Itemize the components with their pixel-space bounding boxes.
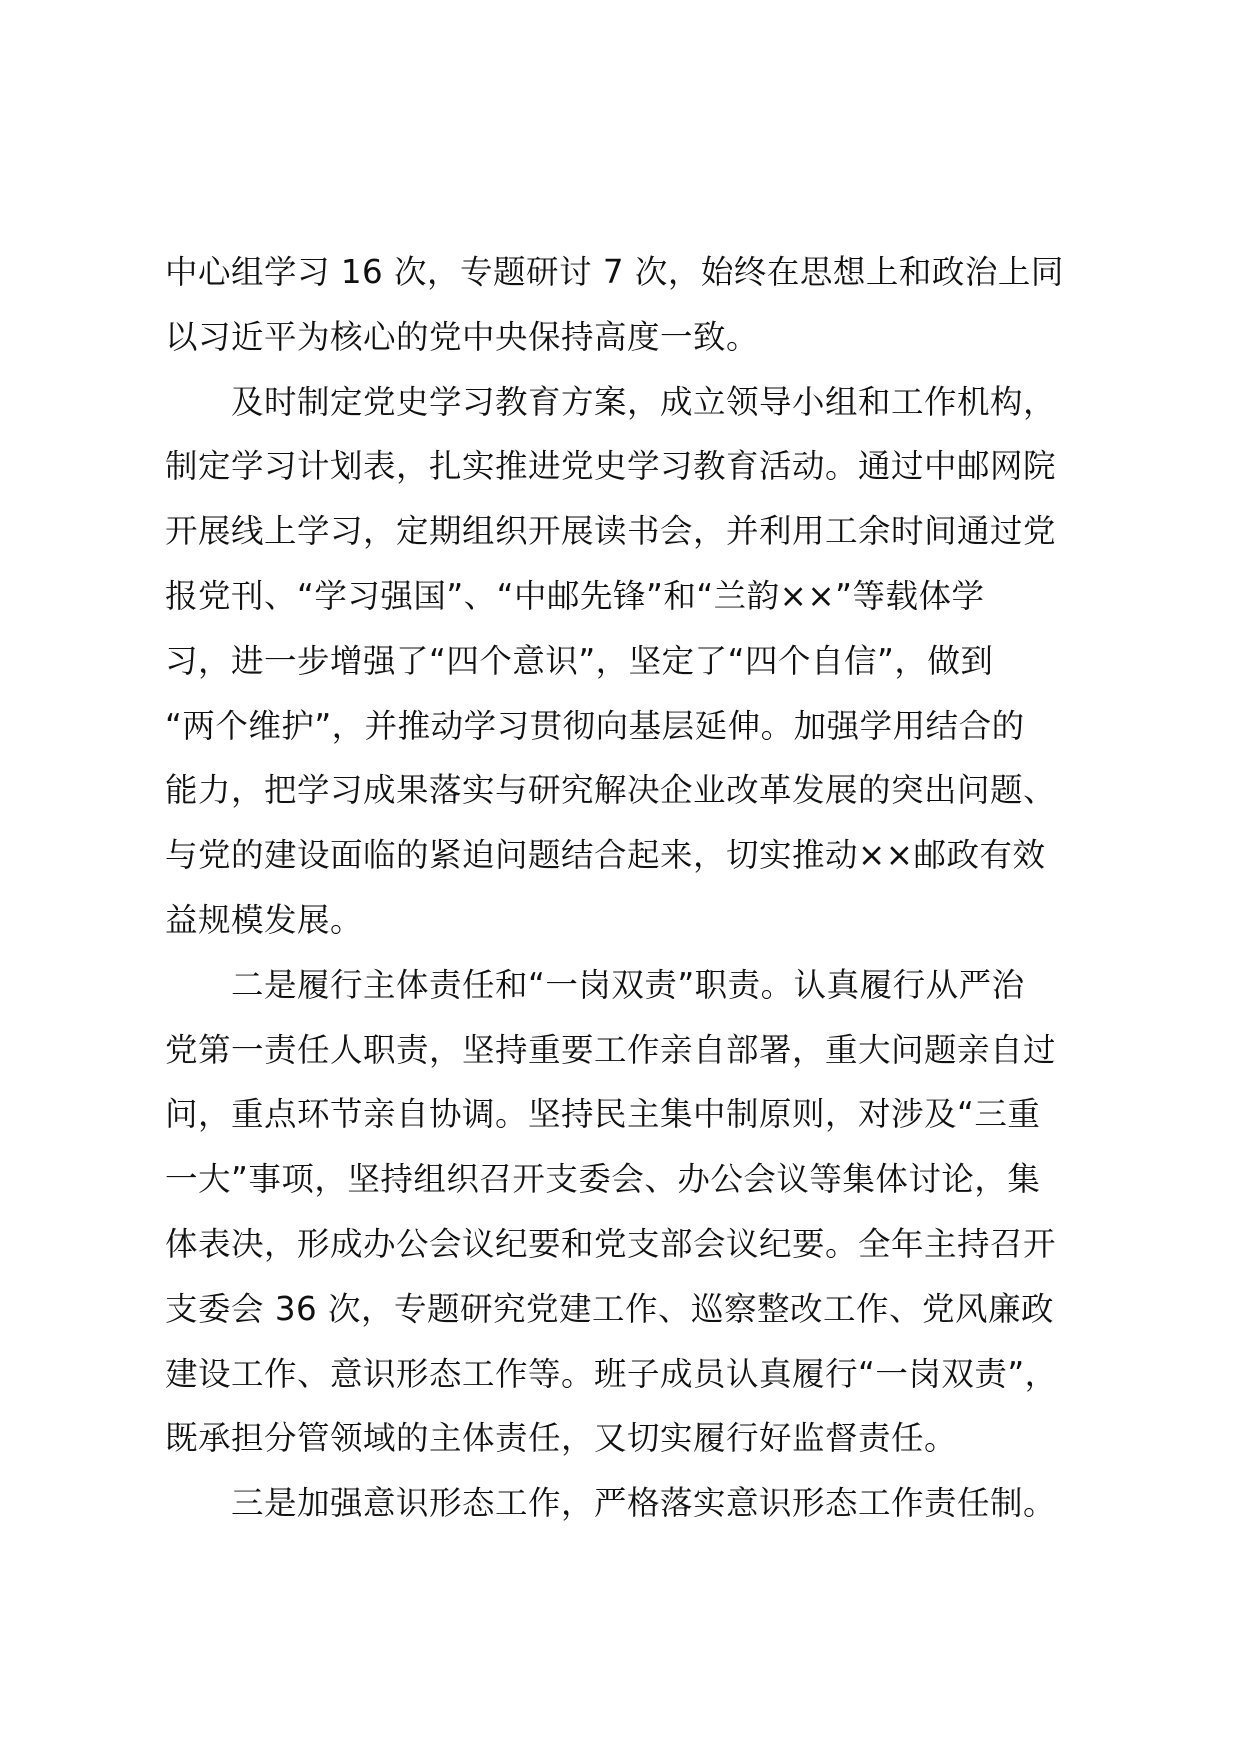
paragraph-start-line: 及时制定党史学习教育方案，成立领导小组和工作机构， xyxy=(231,382,1057,421)
text-line: 习，进一步增强了“四个意识”，坚定了“四个自信”，做到 xyxy=(165,641,994,680)
text-line: 党第一责任人职责，坚持重要工作亲自部署，重大问题亲自过 xyxy=(165,1030,1057,1069)
text-line: 一大”事项，坚持组织召开支委会、办公会议等集体讨论，集 xyxy=(165,1160,1041,1199)
text-line: 以习近平为核心的党中央保持高度一致。 xyxy=(165,317,760,356)
text-line: 问，重点环节亲自协调。坚持民主集中制原则，对涉及“三重 xyxy=(165,1095,1041,1134)
text-line: 报党刊、“学习强国”、“中邮先锋”和“兰韵××”等载体学 xyxy=(165,576,985,615)
text-line: 既承担分管领域的主体责任，又切实履行好监督责任。 xyxy=(165,1419,958,1458)
text-line: “两个维护”，并推动学习贯彻向基层延伸。加强学用结合的 xyxy=(165,706,1025,745)
text-line: 支委会 36 次，专题研究党建工作、巡察整改工作、党风廉政 xyxy=(165,1289,1055,1328)
text-line: 制定学习计划表，扎实推进党史学习教育活动。通过中邮网院 xyxy=(165,447,1057,486)
paragraph-start-line: 三是加强意识形态工作，严格落实意识形态工作责任制。 xyxy=(231,1484,1057,1523)
text-line: 开展线上学习，定期组织开展读书会，并利用工余时间通过党 xyxy=(165,512,1057,551)
text-line: 中心组学习 16 次，专题研讨 7 次，始终在思想上和政治上同 xyxy=(165,253,1064,291)
text-line: 建设工作、意识形态工作等。班子成员认真履行“一岗双责”， xyxy=(165,1354,1058,1393)
text-line: 体表决，形成办公会议纪要和党支部会议纪要。全年主持召开 xyxy=(165,1224,1057,1263)
text-line: 与党的建设面临的紧迫问题结合起来，切实推动××邮政有效 xyxy=(165,836,1046,875)
body-text xyxy=(165,240,1100,1536)
text-line: 能力，把学习成果落实与研究解决企业改革发展的突出问题、 xyxy=(165,771,1057,810)
paragraph-start-line: 二是履行主体责任和“一岗双责”职责。认真履行从严治 xyxy=(231,965,1025,1004)
text-line: 益规模发展。 xyxy=(165,900,364,939)
